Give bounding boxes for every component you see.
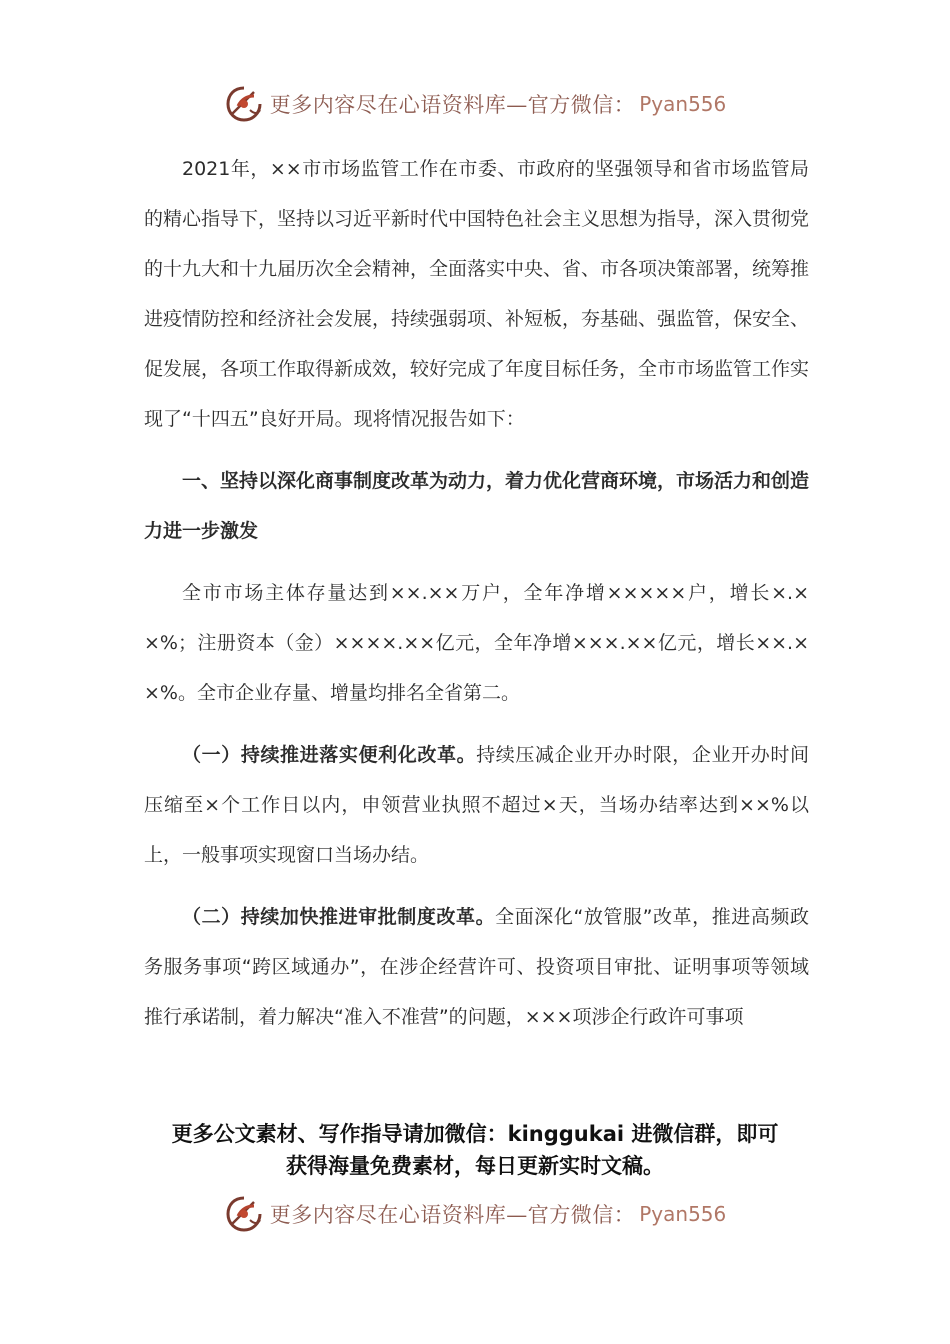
footer-note-line-1: 更多公文素材、写作指导请加微信：kinggukai 进微信群，即可: [171, 1122, 779, 1146]
footer-note-line-2: 获得海量免费素材，每日更新实时文稿。: [286, 1154, 664, 1178]
intro-paragraph: 2021年，××市市场监管工作在市委、市政府的坚强领导和省市场监管局的精心指导下，坚持以习近平新时代中国特色社会主义思想为指导，深入贯彻党的十九大和十九届历次全会精神，全面落实中央、省、市各项决策部署，统筹推进疫情防控和经济社会发展，持续强弱项、补短板，夯基础、强监管，保安全、促发展，各项工作取得新成效，较好完成了年度目标任务，全市市场监管工作实现了“十四五”良好开局。现将情况报告如下：: [144, 158, 810, 430]
item-title-1: （一）持续推进落实便利化改革。: [182, 744, 477, 766]
watermark-text: 更多内容尽在心语资料库—官方微信：: [269, 1203, 636, 1227]
document-body: [144, 144, 809, 1042]
item-body-2: 全面深化“放管服”改革，推进高频政务服务事项“跨区域通办”，在涉企经营许可、投资项目审批、证明事项等领域推行承诺制，着力解决“准入不准营”的问题，×××项涉企行政许可事项: [144, 906, 809, 1028]
section-paragraph: 全市市场主体存量达到××.××万户，全年净增×××××户，增长×.××%；注册资本（金）××××.××亿元，全年净增×××.××亿元，增长××.××%。全市企业存量、增量均排名全省第二。: [144, 582, 809, 704]
item-title-2: （二）持续加快推进审批制度改革。: [182, 906, 496, 928]
footer-note: [100, 1118, 850, 1182]
watermark-text: 更多内容尽在心语资料库—官方微信：: [269, 93, 636, 117]
watermark-footer: [0, 1190, 950, 1238]
item-paragraph-1: [144, 730, 809, 880]
section-heading: 一、坚持以深化商事制度改革为动力，着力优化营商环境，市场活力和创造力进一步激发: [144, 470, 810, 542]
item-paragraph-2: [144, 892, 809, 1042]
watermark-logo-icon: [224, 1194, 264, 1234]
item-body-1: 持续压减企业开办时限，企业开办时间压缩至×个工作日以内，申领营业执照不超过×天，当场办结率达到××%以上，一般事项实现窗口当场办结。: [144, 744, 809, 866]
watermark-header: [0, 80, 950, 128]
watermark-wechat-id: Pyan556: [639, 92, 727, 116]
watermark-logo-icon: [224, 84, 264, 124]
watermark-wechat-id: Pyan556: [639, 1202, 727, 1226]
